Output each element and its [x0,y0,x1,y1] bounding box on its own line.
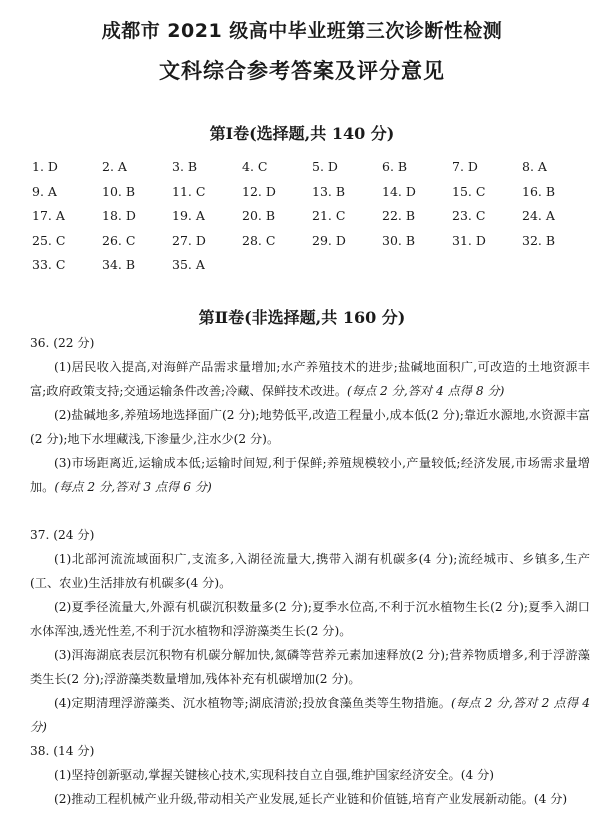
answer-item: 10. B [102,183,136,199]
exam-title: 成都市 2021 级高中毕业班第三次诊断性检测 [101,20,503,42]
q38-heading: 38. (14 分) [30,744,95,758]
answer-item: 23. C [452,208,486,223]
answer-item: 33. C [32,257,66,272]
answer-item: 9. A [32,183,57,199]
answer-item: 15. C [452,183,486,199]
answer-item: 16. B [522,183,556,199]
answer-item: 17. A [32,208,65,223]
q37-part1: (1)北部河流流域面积广,支流多,入湖径流量大,携带入湖有机碳多(4 分);流经城市、乡镇多,生产(工、农业)生活排放有机碳多(4 分)。 [30,552,590,590]
q36-block [30,331,590,499]
q36-part1 [30,355,590,403]
q36-part3-score-note: (每点 2 分,答对 3 点得 6 分) [54,480,212,494]
q37-heading: 37. (24 分) [30,528,95,542]
answer-item: 18. D [102,208,136,223]
answer-item: 1. D [32,159,58,174]
q37-part2: (2)夏季径流量大,外源有机碳沉积数量多(2 分);夏季水位高,不利于沉水植物生长(2 分);夏季入湖口水体浑浊,透光性差,不利于沉水植物和浮游藻类生长(2 分)。 [30,600,590,638]
q36-part2: (2)盐碱地多,养殖场地选择面广(2 分);地势低平,改造工程量小,成本低(2 分);靠近水源地,水资源丰富(2 分);地下水埋藏浅,下渗量少,注水少(2 分)。 [30,408,590,446]
q36-part1-text: (1)居民收入提高,对海鲜产品需求量增加;水产养殖技术的进步;盐碱地面积广,可改造的土地资源丰富;政府政策支持;交通运输条件改善;冷藏、保鲜技术改进。 [30,360,590,398]
q36-part3 [30,451,590,499]
q37-block [30,523,590,739]
answer-item: 22. B [382,208,416,223]
q37-part3: (3)洱海湖底表层沉积物有机碳分解加快,氮磷等营养元素加速释放(2 分);营养物质增多,利于浮游藻类生长(2 分);浮游藻类数量增加,残体补充有机碳增加(2 分)。 [30,648,590,686]
answer-item: 31. D [452,232,486,248]
answer-item: 19. A [172,208,205,223]
answer-item: 2. A [102,159,127,174]
answer-item: 5. D [312,159,338,174]
answer-item: 32. B [522,232,556,248]
answer-item: 34. B [102,257,136,272]
q37-part4-text: (4)定期清理浮游藻类、沉水植物等;湖底清淤;投放食藻鱼类等生物措施。 [54,696,451,710]
answer-item: 25. C [32,232,66,248]
answer-item: 30. B [382,232,416,248]
q37-part4-score-note: (每点 2 分,答对 2 点得 4 分) [30,696,590,734]
answer-item: 7. D [452,159,478,174]
answer-item: 35. A [172,257,205,272]
q38-part1: (1)坚持创新驱动,掌握关键核心技术,实现科技自立自强,维护国家经济安全。(4 分) [54,768,495,782]
q38-block [30,739,590,811]
answer-item: 13. B [312,183,346,199]
q38-part2: (2)推动工程机械产业升级,带动相关产业发展,延长产业链和价值链,培育产业发展新动能。(4 分) [54,792,568,806]
answer-item: 27. D [172,232,206,248]
document-subtitle: 文科综合参考答案及评分意见 [159,59,445,83]
answer-item: 21. C [312,208,346,223]
answer-item: 4. C [242,159,268,174]
answer-item: 6. B [382,159,408,174]
answer-item: 14. D [382,183,416,199]
answer-item: 8. A [522,159,547,174]
answer-item: 11. C [172,183,206,199]
q36-part3-text: (3)市场距离近,运输成本低;运输时间短,利于保鲜;养殖规模较小,产量较低;经济发展,市场需求量增加。 [30,456,590,494]
answer-item: 24. A [522,208,555,223]
q36-heading: 36. (22 分) [30,336,95,350]
answer-item: 26. C [102,232,136,248]
part2-heading: 第Ⅱ卷(非选择题,共 160 分) [198,308,406,327]
answer-item: 3. B [172,159,198,174]
answer-item: 29. D [312,232,346,248]
q36-part1-score-note: (每点 2 分,答对 4 点得 8 分) [347,384,505,398]
answer-item: 12. D [242,183,276,199]
answer-item: 28. C [242,232,276,248]
q37-part4 [30,691,590,739]
answer-item: 20. B [242,208,276,223]
part1-heading: 第Ⅰ卷(选择题,共 140 分) [209,124,395,143]
